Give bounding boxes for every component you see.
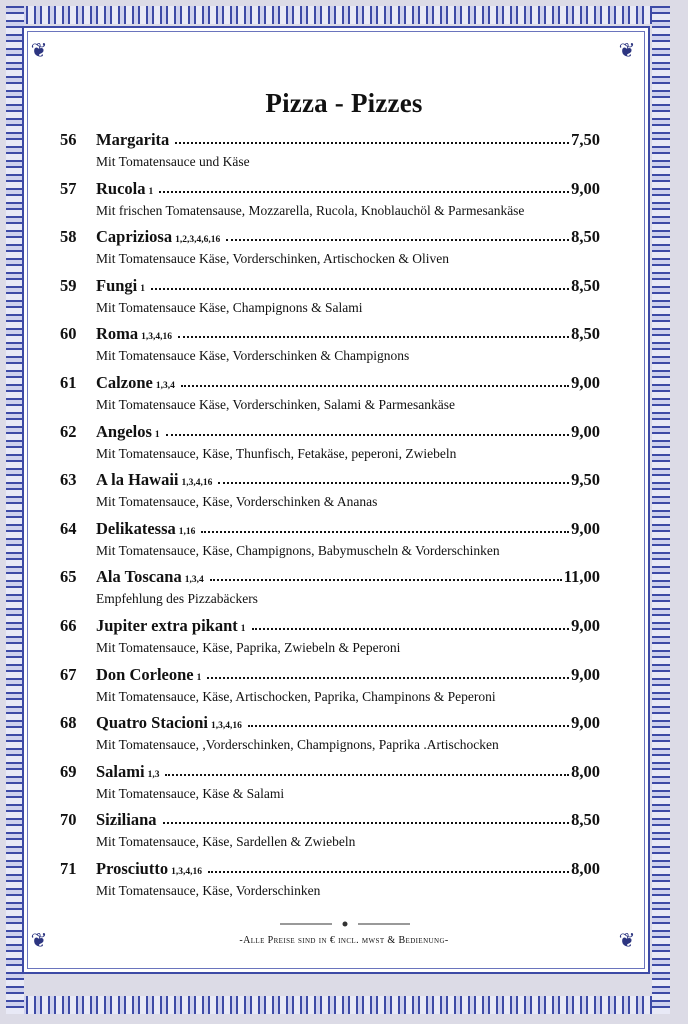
greek-key-border-right [652, 6, 670, 1014]
menu-item [60, 810, 600, 859]
menu-item-line [60, 810, 600, 832]
item-description: Mit Tomatensauce Käse, Champignons & Salami [96, 299, 363, 315]
price-note: -Alle Preise sind in € incl. mwst & Bedienung- [239, 935, 449, 946]
item-name: Angelos [96, 421, 152, 441]
item-description: Mit Tomatensauce Käse, Vorderschinken, Artischocken & Oliven [96, 251, 449, 267]
item-price: 9,00 [571, 615, 600, 635]
item-name: Roma [96, 324, 139, 344]
menu-list [60, 130, 600, 908]
item-name: Fungi [96, 275, 138, 295]
item-name: Ala Toscana [96, 567, 182, 587]
corner-ornament-icon: ❦ [618, 40, 636, 62]
menu-item-line [60, 422, 600, 444]
menu-item-line [60, 276, 600, 298]
dot-leader [208, 871, 569, 873]
dot-leader [166, 434, 569, 436]
menu-item-line [60, 713, 600, 735]
item-number: 56 [60, 130, 77, 149]
menu-item-line [60, 179, 600, 201]
item-price: 8,00 [571, 858, 600, 878]
item-name: Don Corleone [96, 664, 194, 684]
menu-item [60, 324, 600, 373]
page-title: Pizza - Pizzes [265, 88, 423, 118]
menu-item-line [60, 130, 600, 152]
item-number: 70 [60, 810, 77, 830]
item-price: 9,00 [571, 372, 600, 392]
item-name: Margarita [96, 130, 170, 149]
item-number: 63 [60, 470, 77, 490]
item-price: 11,00 [563, 567, 600, 587]
item-description: Mit Tomatensauce, Käse, Vorderschinken [96, 882, 321, 898]
dot-leader [226, 239, 569, 241]
item-number: 62 [60, 421, 77, 441]
item-number: 69 [60, 761, 77, 781]
allergen-codes: 1 [148, 186, 154, 197]
menu-item [60, 713, 600, 762]
item-number: 60 [60, 324, 77, 344]
menu-item [60, 470, 600, 519]
menu-item-line [60, 859, 600, 881]
corner-ornament-icon: ❦ [30, 930, 48, 952]
dot-leader [248, 725, 569, 727]
item-description: Mit Tomatensauce und Käse [96, 154, 250, 169]
item-price: 8,00 [571, 761, 600, 781]
menu-item [60, 179, 600, 228]
menu-item-line [60, 324, 600, 346]
menu-item [60, 422, 600, 471]
item-price: 9,50 [571, 470, 600, 490]
dot-leader [252, 628, 570, 630]
dot-leader [163, 822, 570, 824]
item-number: 58 [60, 227, 77, 247]
dot-leader [218, 482, 569, 484]
item-name: Salami [96, 761, 145, 781]
item-price: 9,00 [571, 421, 600, 441]
menu-item-line [60, 227, 600, 249]
menu-item-line [60, 616, 600, 638]
item-price: 9,00 [571, 713, 600, 733]
allergen-codes: 1 [154, 429, 160, 440]
corner-ornament-icon: ❦ [618, 930, 636, 952]
ornamental-divider [280, 920, 410, 928]
item-number: 57 [60, 178, 77, 198]
item-number: 65 [60, 567, 77, 587]
dot-leader [165, 774, 569, 776]
menu-item-line [60, 762, 600, 784]
item-name: Jupiter extra pikant [96, 615, 238, 635]
allergen-codes: 1,2,3,4,6,16 [175, 235, 221, 246]
allergen-codes: 1,3,4 [155, 380, 175, 391]
item-number: 68 [60, 713, 77, 733]
menu-item [60, 616, 600, 665]
allergen-codes: 1 [196, 672, 202, 683]
item-number: 71 [60, 858, 77, 878]
item-description: Mit Tomatensauce, Käse, Artischocken, Paprika, Champinons & Peperoni [96, 688, 496, 704]
allergen-codes: 1 [140, 283, 146, 294]
item-name: Siziliana [96, 810, 157, 830]
item-price: 9,00 [571, 178, 600, 198]
item-price: 8,50 [571, 324, 600, 344]
item-price: 9,00 [571, 664, 600, 684]
item-price: 8,50 [571, 227, 600, 247]
item-name: Quatro Stacioni [96, 713, 208, 733]
item-description: Mit Tomatensauce, Käse, Paprika, Zwiebeln & Peperoni [96, 639, 401, 655]
item-description: Mit Tomatensauce Käse, Vorderschinken & Champignons [96, 348, 410, 364]
item-name: Rucola [96, 178, 146, 198]
menu-item-line [60, 470, 600, 492]
corner-ornament-icon: ❦ [30, 40, 48, 62]
allergen-codes: 1,3,4,16 [171, 866, 202, 877]
menu-item [60, 276, 600, 325]
dot-leader [201, 531, 569, 533]
menu-item [60, 762, 600, 811]
dot-leader [175, 142, 569, 144]
item-description: Mit Tomatensauce, Käse, Sardellen & Zwiebeln [96, 834, 356, 850]
item-description: Mit Tomatensauce, Käse & Salami [96, 785, 285, 801]
menu-item [60, 130, 600, 179]
allergen-codes: 1,3,4,16 [211, 721, 242, 732]
dot-leader [178, 336, 569, 338]
allergen-codes: 1,3,4,16 [141, 332, 173, 343]
allergen-codes: 1 [240, 623, 246, 634]
menu-item [60, 567, 600, 616]
greek-key-border-bottom [6, 996, 670, 1014]
menu-item [60, 665, 600, 714]
item-number: 59 [60, 275, 77, 295]
item-name: A la Hawaii [96, 470, 179, 490]
menu-item [60, 373, 600, 422]
item-description: Mit Tomatensauce, Käse, Vorderschinken & Ananas [96, 494, 378, 510]
greek-key-border-top [6, 6, 670, 24]
menu-item [60, 859, 600, 908]
menu-item-line [60, 665, 600, 687]
menu-item-line [60, 519, 600, 541]
menu-item-line [60, 567, 600, 589]
item-description: Empfehlung des Pizzabäckers [96, 591, 258, 607]
allergen-codes: 1,3,4,16 [181, 478, 213, 489]
item-name: Calzone [96, 372, 153, 392]
item-description: Mit Tomatensauce Käse, Vorderschinken, Salami & Parmesankäse [96, 396, 455, 412]
allergen-codes: 1,3 [147, 769, 160, 780]
item-price: 8,50 [571, 810, 600, 830]
item-price: 8,50 [571, 275, 600, 295]
item-name: Capriziosa [96, 227, 173, 247]
item-name: Prosciutto [96, 858, 169, 878]
dot-leader [159, 191, 569, 193]
item-number: 67 [60, 664, 77, 684]
item-description: Mit Tomatensauce, ,Vorderschinken, Champignons, Paprika .Artischocken [96, 737, 499, 753]
allergen-codes: 1,16 [178, 526, 196, 537]
item-number: 61 [60, 372, 77, 392]
menu-item-line [60, 373, 600, 395]
item-description: Mit Tomatensauce, Käse, Thunfisch, Fetakäse, peperoni, Zwiebeln [96, 445, 457, 461]
item-name: Delikatessa [96, 518, 176, 538]
dot-leader [181, 385, 569, 387]
allergen-codes: 1,3,4 [184, 575, 204, 586]
item-price: 7,50 [571, 130, 600, 149]
dot-leader [151, 288, 569, 290]
item-description: Mit Tomatensauce, Käse, Champignons, Babymuscheln & Vorderschinken [96, 542, 500, 558]
menu-item [60, 227, 600, 276]
menu-item [60, 519, 600, 568]
item-description: Mit frischen Tomatensause, Mozzarella, Rucola, Knoblauchöl & Parmesankäse [96, 202, 525, 218]
dot-leader [207, 677, 569, 679]
dot-leader [210, 579, 562, 581]
item-price: 9,00 [571, 518, 600, 538]
item-number: 64 [60, 518, 77, 538]
item-number: 66 [60, 615, 77, 635]
